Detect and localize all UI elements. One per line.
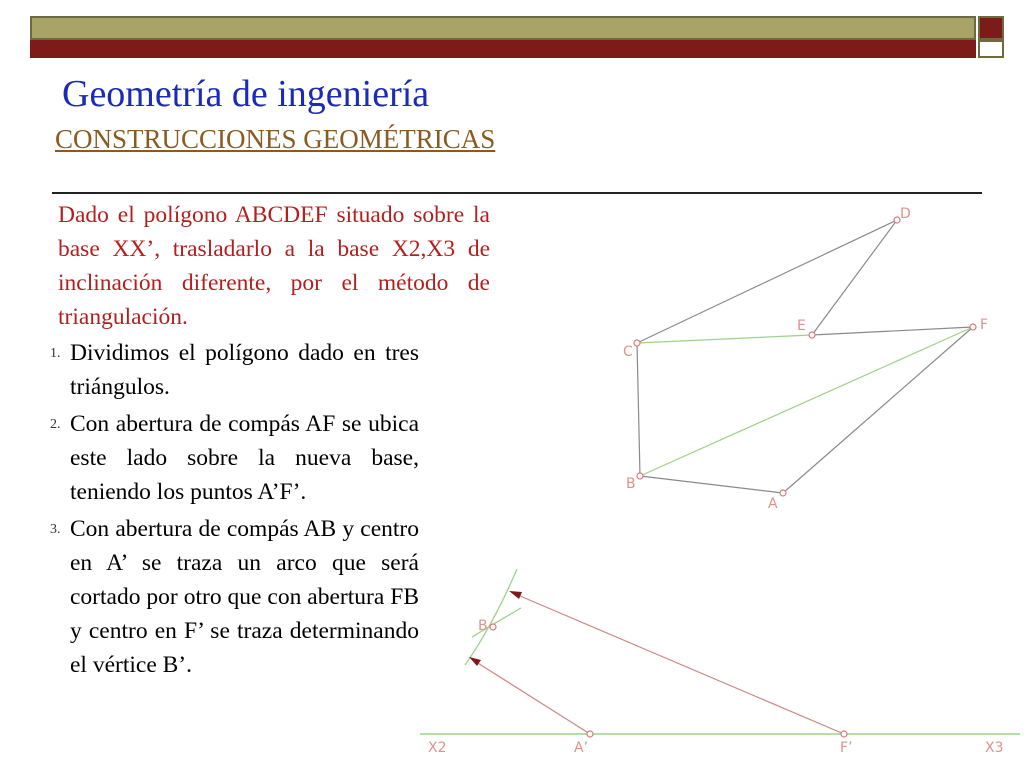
label-f: F [980,317,989,333]
page-title: Geometría de ingeniería [62,73,430,115]
arrowhead-a2 [469,657,481,666]
label-f-prime: F’ [840,740,853,756]
section-subtitle[interactable]: CONSTRUCCIONES GEOMÉTRICAS [55,124,496,154]
construction-line-f2 [513,593,844,734]
label-c: C [623,344,633,360]
point-a-prime [587,731,593,737]
vertex-c [634,340,640,346]
vertex-b [637,473,643,479]
edge-e-f [812,327,973,335]
step-text: Dividimos el polígono dado en tres triángulos. [70,340,419,400]
label-x2: X2 [428,740,447,756]
triangulation-lines [637,327,973,476]
vertex-e [809,332,815,338]
diagonal-c-e [637,335,812,343]
edge-b-c [637,343,640,476]
label-x3: X3 [985,740,1004,756]
step-number: 1. [50,346,61,361]
compass-arc-a [465,569,517,665]
label-b: B [626,476,636,492]
point-b-prime [490,624,496,630]
edge-d-e [812,220,897,335]
vertex-a [780,490,786,496]
edge-a-b [640,476,783,493]
label-a: A [768,496,778,512]
step-text: Con abertura de compás AB y centro en A’ se traza un arco que será cortado por otro que con abertura FB y centro en F’ se traza determinando el vértice B’. [70,516,419,678]
new-base-points [490,624,847,737]
label-b-prime: B [478,618,488,634]
vertex-f [970,324,976,330]
edge-f-a [783,327,973,493]
label-a-prime: A’ [574,740,589,756]
label-e: E [797,318,806,334]
step-text: Con abertura de compás AF se ubica este lado sobre la nueva base, teniendo los puntos A’F’. [70,411,419,505]
edge-c-d [637,220,897,343]
step-number: 2. [50,417,61,432]
label-d: D [900,206,911,222]
original-polygon [637,220,973,493]
diagonal-b-f [640,327,973,476]
step-number: 3. [50,522,61,537]
construction-line-a2 [473,660,590,734]
arrowhead-f2 [509,591,522,599]
problem-statement: Dado el polígono ABCDEF situado sobre la base XX’, trasladarlo a la base X2,X3 de inclinación diferente, por el método de triangulación. [58,202,490,330]
polygon-vertices [634,217,976,496]
point-f-prime [841,731,847,737]
